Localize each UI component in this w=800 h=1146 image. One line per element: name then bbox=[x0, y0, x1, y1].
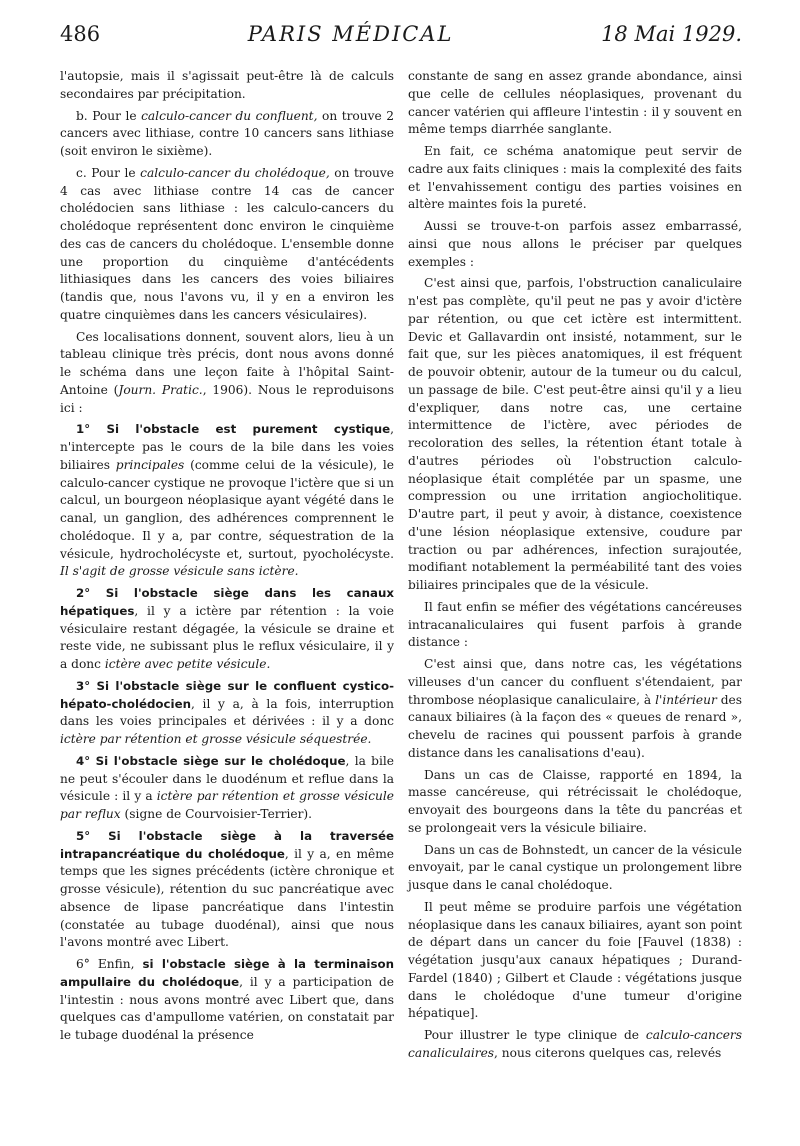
text-run: , la bile ne peut s'écouler dans le duodénum et reflue dans la vésicule : il y a bbox=[60, 753, 394, 804]
text-run: Dans un cas de Bohnstedt, un cancer de la vésicule envoyait, par le canal cystique un prolongement libre jusque dans le canal cholédoque. bbox=[408, 842, 742, 892]
text-run: , il y a ictère par rétention : la voie vésiculaire restant dégagée, la vésicule se draine et reste vide, ne subissant plus le reflux vésiculaire, il y a donc bbox=[60, 603, 394, 671]
journal-title: PARIS MÉDICAL bbox=[247, 22, 454, 46]
paragraph bbox=[60, 956, 394, 1045]
italic-run: calculo-cancers canaliculaires bbox=[408, 1028, 742, 1060]
text-run: , il y a participation de l'intestin : nous avons montré avec Libert que, dans quelques cas d'ampullome vatérien, on constatait par le tubage duodénal la présence bbox=[60, 974, 394, 1042]
paragraph bbox=[408, 68, 742, 139]
left-column bbox=[60, 68, 394, 1067]
bold-run: 1° Si l'obstacle est purement cystique bbox=[76, 422, 391, 437]
text-run: (comme celui de la vésicule), le calculo-cancer cystique ne provoque l'ictère que si un calcul, un bourgeon néoplasique ayant végété dans le canal, un ganglion, des adhérences comprennent le cholédoque. Il y a, par contre, séquestration de la vésicule, hydrocholécyste et, surtout, pyocholécyste. bbox=[60, 457, 395, 561]
text-run: 6° Enfin, bbox=[76, 957, 143, 971]
paragraph bbox=[408, 767, 742, 838]
text-run: , il y a, en même temps que les signes précédents (ictère chronique et grosse vésicule), rétention du suc pancréatique avec absence de lipase pancréatique dans l'intestin (constatée au tubage duodénal), ainsi que nous l'avons montré avec Libert. bbox=[60, 846, 394, 950]
paragraph bbox=[408, 275, 742, 595]
italic-run: Journ. Pratic. bbox=[118, 382, 203, 397]
text-run: C'est ainsi que, dans notre cas, les végétations villeuses d'un cancer du confluent s'étendaient, par thrombose néoplasique canaliculaire, à bbox=[408, 657, 742, 707]
text-run: b. Pour le bbox=[76, 108, 142, 123]
paragraph bbox=[408, 143, 742, 214]
paragraph bbox=[60, 68, 394, 104]
page-number: 486 bbox=[60, 22, 101, 46]
text-run: , nous citerons quelques cas, relevés bbox=[494, 1045, 722, 1060]
paragraph bbox=[408, 599, 742, 652]
text-run: , il y a, à la fois, interruption dans les voies principales et dérivées : il y a donc bbox=[60, 696, 394, 729]
text-run: Aussi se trouve-t-on parfois assez embarrassé, ainsi que nous allons le préciser par quelques exemples : bbox=[408, 219, 742, 269]
text-run: Dans un cas de Claisse, rapporté en 1894, la masse cancéreuse, qui rétrécissait le cholédoque, envoyait des bourgeons dans la tête du pancréas et se prolongeait vers la vésicule biliaire. bbox=[408, 767, 742, 835]
text-run: constante de sang en assez grande abondance, ainsi que celle de cellules néoplasiques, provenant du cancer vatérien qui affleure l'intestin : il y souvent en même temps diarrhée sanglante. bbox=[408, 69, 742, 137]
text-run: on trouve 2 cancers avec lithiase, contre 10 cancers sans lithiase (soit environ le sixième). bbox=[60, 108, 394, 158]
paragraph bbox=[408, 842, 742, 895]
italic-run: ictère par rétention et grosse vésicule séquestrée. bbox=[60, 732, 372, 746]
text-run: En fait, ce schéma anatomique peut servir de cadre aux faits cliniques : mais la complexité des faits et l'envahissement contigu des parties voisines en altère maintes fois la pureté. bbox=[408, 144, 742, 212]
text-run: Ces localisations donnent, souvent alors, lieu à un tableau clinique très précis, dont nous avons donné le schéma dans une leçon faite à l'hôpital Saint-Antoine ( bbox=[60, 329, 394, 397]
running-header bbox=[60, 22, 742, 56]
bold-run: 5° Si l'obstacle siège à la traversée intrapancréatique du cholédoque bbox=[60, 828, 394, 861]
paragraph bbox=[408, 656, 742, 763]
italic-run: l'intérieur bbox=[655, 692, 717, 707]
paragraph bbox=[60, 108, 394, 161]
text-run: c. Pour le bbox=[76, 165, 141, 180]
bold-run: 4° Si l'obstacle siège sur le cholédoque bbox=[76, 753, 346, 768]
text-run: C'est ainsi que, parfois, l'obstruction canaliculaire n'est pas complète, qu'il peut ne pas y avoir d'ictère par rétention, ou que cet ictère est intermittent. Devic et Gallavardin ont insisté, notamment, sur le fait que, sur les pièces anatomiques, il est fréquent de pouvoir obtenir, autour de la tumeur ou du calcul, un passage de bile. C'est peut-être ainsi qu'il y a lieu d'expliquer, dans notre cas, une certaine intermittence de l'ictère, avec périodes de recoloration des selles, la rétention étant totale à d'autres périodes où l'obstruction calculo-néoplasique était complétée par un spasme, une compression ou une irritation angiocholitique. D'autre part, il peut y avoir, à distance, coexistence d'une lésion néoplasique extensive, coudure par traction ou par adhérences, infection surajoutée, modifiant notablement la perméabilité tant des voies biliaires principales que de la vésicule. bbox=[408, 276, 742, 592]
paragraph bbox=[60, 585, 394, 674]
text-run: on trouve 4 cas avec lithiase contre 14 cas de cancer cholédocien sans lithiase : les calculo-cancers du cholédoque représentent donc environ le cinquième des cas de cancers du cholédoque. L'ensemble donne une proportion du cinquième d'antécédents lithiasiques dans les cancers des voies biliaires (tandis que, nous l'avons vu, il y en a environ les quatre cinquièmes dans les cancers vésiculaires). bbox=[60, 165, 394, 322]
bold-run: 3° Si l'obstacle siège sur le confluent cystico-hépato-cholédocien bbox=[60, 678, 394, 711]
italic-run: principales bbox=[115, 457, 185, 472]
paragraph bbox=[60, 421, 394, 581]
text-run: , 1906). Nous le reproduisons ici : bbox=[60, 382, 394, 415]
italic-run: Il s'agit de grosse vésicule sans ictère. bbox=[60, 564, 299, 579]
issue-date: 18 Mai 1929. bbox=[601, 22, 742, 46]
text-columns bbox=[60, 68, 742, 1067]
paragraph bbox=[408, 899, 742, 1023]
text-run: Pour illustrer le type clinique de bbox=[424, 1028, 646, 1042]
paragraph bbox=[408, 1027, 742, 1063]
italic-run: calculo-cancer du cholédoque, bbox=[140, 165, 330, 180]
text-run: des canaux biliaires (à la façon des « queues de renard », chevelu de racines qui poussent parfois à grande distance dans les canalisations d'eau). bbox=[408, 692, 742, 760]
paragraph bbox=[60, 678, 394, 749]
italic-run: calculo-cancer du confluent, bbox=[141, 108, 318, 123]
text-run: l'autopsie, mais il s'agissait peut-être là de calculs secondaires par précipitation. bbox=[60, 69, 394, 101]
paragraph bbox=[60, 329, 394, 418]
text-run: Il peut même se produire parfois une végétation néoplasique dans les canaux biliaires, ayant son point de départ dans un cancer du foie [Fauvel (1838) : végétation jusqu'aux canaux hépatiques ; Durand-Fardel (1840) ; Gilbert et Claude : végétations jusque dans le cholédoque d'une tumeur d'origine hépatique]. bbox=[408, 899, 742, 1021]
paragraph bbox=[60, 753, 394, 824]
bold-run: 2° Si l'obstacle siège dans les canaux hépatiques bbox=[60, 586, 394, 618]
bold-run: si l'obstacle siège à la terminaison ampullaire du cholédoque bbox=[60, 957, 394, 989]
text-run: (signe de Courvoisier-Terrier). bbox=[120, 807, 313, 821]
italic-run: ictère par rétention et grosse vésicule par reflux bbox=[60, 789, 394, 821]
italic-run: ictère avec petite vésicule. bbox=[104, 657, 271, 671]
text-run: Il faut enfin se méfier des végétations cancéreuses intracanaliculaires qui fusent parfois à grande distance : bbox=[408, 599, 742, 650]
paragraph bbox=[60, 165, 394, 325]
text-run: , n'intercepte pas le cours de la bile dans les voies biliaires bbox=[60, 422, 394, 472]
right-column bbox=[408, 68, 742, 1067]
paragraph bbox=[408, 218, 742, 271]
paragraph bbox=[60, 828, 394, 952]
